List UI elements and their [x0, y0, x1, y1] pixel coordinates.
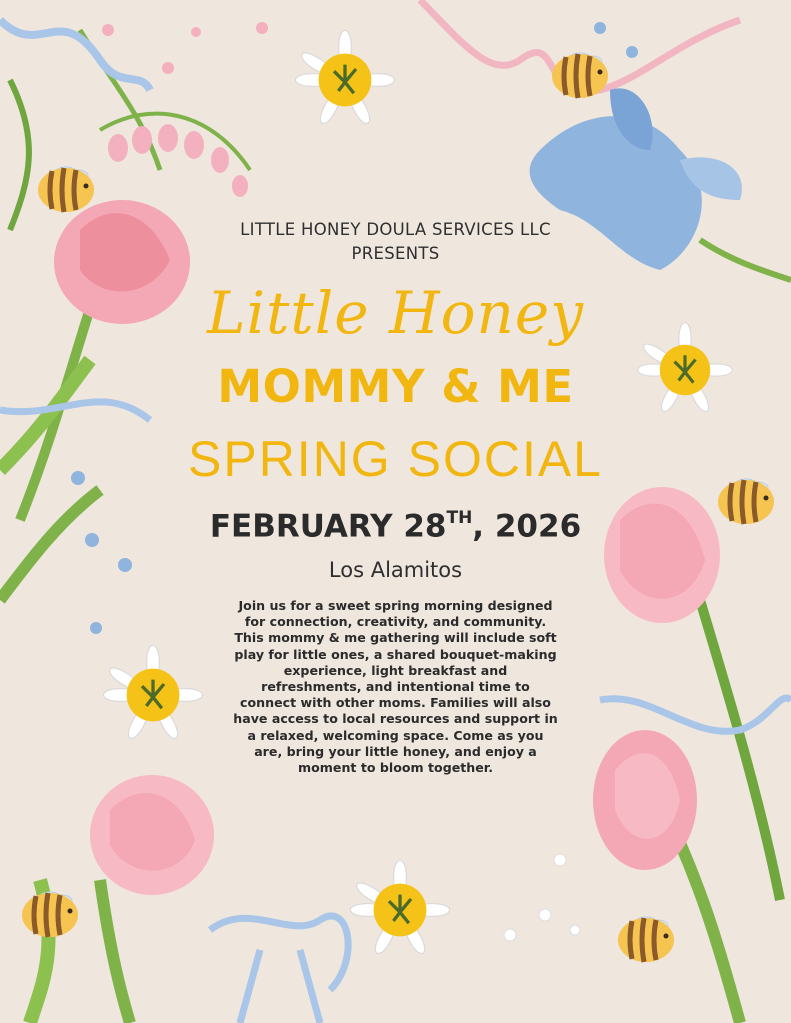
sub-title: SPRING SOCIAL: [188, 431, 603, 487]
script-title: Little Honey: [207, 279, 584, 347]
presenter-line-2: PRESENTS: [351, 244, 440, 263]
main-title: MOMMY & ME: [217, 360, 574, 413]
presenter-text: [150, 218, 641, 266]
date-main: FEBRUARY 28: [209, 508, 447, 545]
presenter-line-1: LITTLE HONEY DOULA SERVICES LLC: [240, 220, 551, 239]
event-location: Los Alamitos: [328, 558, 463, 582]
event-description: Join us for a sweet spring morning designed for connection, creativity, and community. This mommy & me gathering will include soft play for little ones, a shared bouquet-making experience, light breakfast and refreshments, and intentional time to connect with other moms. Families will also have access to local resources and support in a relaxed, welcoming space. Come as you are, bring your little honey, and enjoy a moment to bloom together.: [233, 598, 558, 776]
date-suffix: TH: [446, 508, 473, 528]
date-year: , 2026: [472, 508, 582, 545]
event-date: [150, 500, 641, 546]
